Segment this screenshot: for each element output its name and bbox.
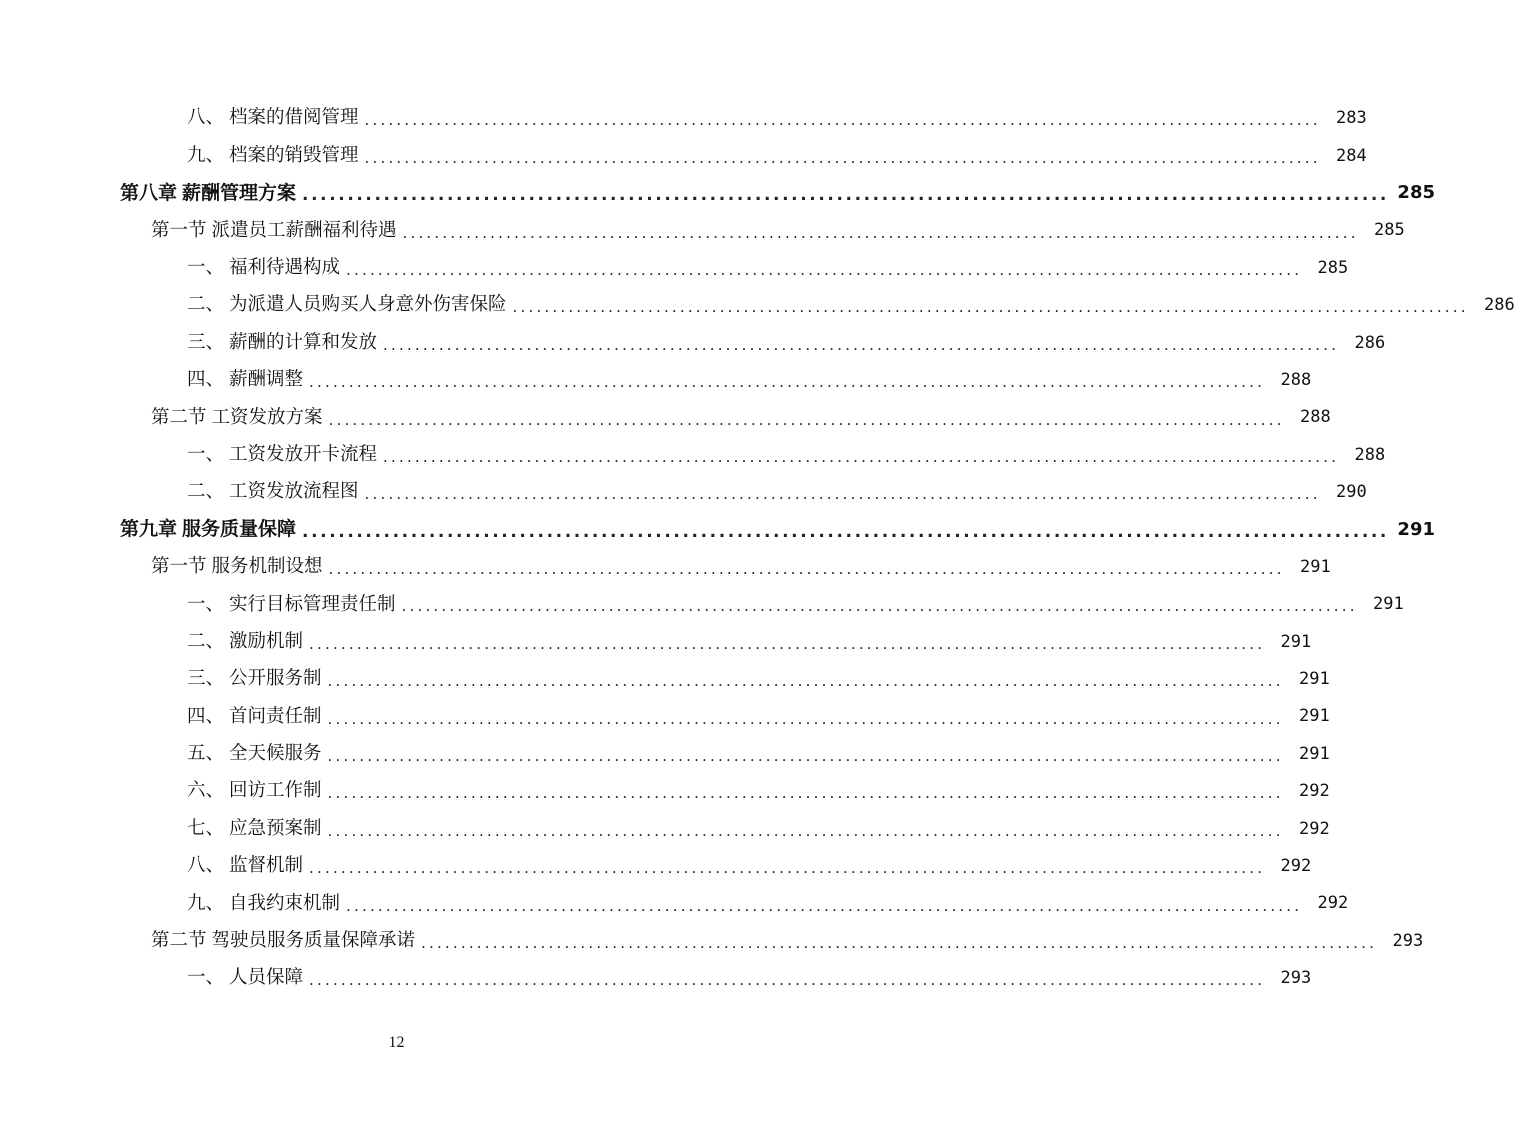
toc-entry-page: 293 bbox=[1392, 930, 1424, 951]
toc-entry-number: 四 bbox=[187, 369, 206, 391]
toc-entry-title: 档案的销毁管理 bbox=[229, 144, 359, 166]
toc-entry-number: 九 bbox=[187, 144, 206, 166]
toc-entry-title: 档案的借阅管理 bbox=[229, 107, 359, 129]
toc-dot-leader: ........................................................................................................................ bbox=[421, 933, 1378, 952]
toc-entry-number: 第九章 bbox=[120, 518, 178, 541]
toc-entry-page: 291 bbox=[1299, 706, 1330, 727]
toc-dot-leader: ........................................................................................................................ bbox=[327, 821, 1284, 840]
toc-dot-leader: ........................................................................................................................ bbox=[327, 709, 1284, 728]
toc-chapter-entry[interactable] bbox=[0, 511, 1435, 548]
toc-entry-number: 二 bbox=[187, 294, 206, 316]
toc-dot-leader: ........................................................................................................................ bbox=[309, 634, 1266, 653]
toc-dot-leader: ........................................................................................................................ bbox=[309, 859, 1266, 878]
toc-entry-number: 二 bbox=[187, 630, 206, 652]
toc-entry-title: 服务机制设想 bbox=[211, 556, 323, 578]
toc-entry-page: 288 bbox=[1299, 407, 1331, 428]
toc-entry-separator: 、 bbox=[205, 668, 225, 690]
toc-entry-separator: 、 bbox=[205, 369, 225, 391]
toc-subsection-entry[interactable] bbox=[0, 773, 1330, 810]
toc-entry-title: 为派遣人员购买人身意外伤害保险 bbox=[229, 294, 507, 316]
toc-subsection-entry[interactable] bbox=[0, 474, 1367, 511]
toc-entry-number: 五 bbox=[187, 743, 206, 765]
toc-chapter-entry[interactable] bbox=[0, 175, 1435, 212]
toc-subsection-entry[interactable] bbox=[0, 137, 1367, 174]
toc-entry-title: 派遣员工薪酬福利待遇 bbox=[211, 219, 397, 241]
toc-subsection-entry[interactable] bbox=[0, 810, 1330, 847]
toc-dot-leader: ........................................................................................................................ bbox=[327, 784, 1284, 803]
toc-entry-title: 服务质量保障 bbox=[182, 518, 297, 541]
toc-section-entry[interactable] bbox=[0, 923, 1424, 960]
toc-subsection-entry[interactable] bbox=[0, 623, 1312, 660]
toc-dot-leader: ........................................................................................................................ bbox=[364, 111, 1321, 130]
toc-subsection-entry[interactable] bbox=[0, 437, 1386, 474]
toc-entry-title: 激励机制 bbox=[229, 630, 304, 652]
toc-entry-separator: 、 bbox=[205, 144, 225, 166]
toc-entry-separator: 、 bbox=[205, 257, 225, 278]
toc-entry-title: 回访工作制 bbox=[229, 780, 322, 802]
toc-entry-number: 八 bbox=[187, 107, 206, 129]
toc-entry-number: 第八章 bbox=[120, 181, 178, 204]
toc-entry-title: 工资发放开卡流程 bbox=[229, 443, 378, 465]
toc-dot-leader: ........................................................................................................................ bbox=[512, 298, 1469, 317]
toc-section-entry[interactable] bbox=[0, 549, 1331, 586]
toc-entry-title: 福利待遇构成 bbox=[229, 257, 341, 278]
toc-entry-number: 八 bbox=[187, 855, 206, 877]
toc-entry-number: 一 bbox=[187, 967, 206, 989]
toc-entry-page: 293 bbox=[1280, 968, 1312, 989]
toc-entry-number: 三 bbox=[187, 331, 206, 353]
toc-entry-number: 一 bbox=[187, 593, 206, 615]
toc-subsection-entry[interactable] bbox=[0, 250, 1349, 287]
toc-entry-number: 第一节 bbox=[151, 556, 207, 578]
toc-dot-leader: ........................................................................................................................ bbox=[302, 521, 1389, 542]
toc-entry-number: 九 bbox=[187, 892, 206, 914]
toc-entry-page: 285 bbox=[1397, 182, 1435, 204]
toc-dot-leader: ........................................................................................................................ bbox=[364, 148, 1321, 167]
toc-dot-leader: ........................................................................................................................ bbox=[328, 560, 1285, 579]
toc-entry-page: 291 bbox=[1299, 743, 1330, 764]
toc-entry-title: 薪酬的计算和发放 bbox=[229, 331, 378, 353]
toc-entry-page: 291 bbox=[1397, 518, 1435, 540]
toc-entry-page: 285 bbox=[1317, 257, 1349, 278]
toc-dot-leader: ........................................................................................................................ bbox=[328, 410, 1285, 429]
toc-entry-page: 292 bbox=[1299, 818, 1330, 839]
page-number: 12 bbox=[388, 1034, 405, 1051]
toc-dot-leader: ........................................................................................................................ bbox=[364, 485, 1321, 504]
toc-subsection-entry[interactable] bbox=[0, 362, 1312, 399]
toc-entry-page: 288 bbox=[1354, 444, 1386, 465]
toc-entry-page: 292 bbox=[1280, 856, 1312, 876]
toc-entry-page: 286 bbox=[1484, 295, 1515, 316]
toc-entry-page: 288 bbox=[1280, 369, 1312, 390]
toc-dot-leader: ........................................................................................................................ bbox=[327, 747, 1284, 766]
toc-subsection-entry[interactable] bbox=[0, 698, 1330, 735]
toc-entry-number: 一 bbox=[187, 257, 206, 278]
toc-entry-number: 一 bbox=[187, 443, 206, 465]
toc-dot-leader: ........................................................................................................................ bbox=[309, 373, 1266, 392]
toc-entry-separator: 、 bbox=[205, 705, 225, 727]
toc-entry-separator: 、 bbox=[205, 107, 225, 129]
toc-subsection-entry[interactable] bbox=[0, 848, 1312, 885]
toc-entry-page: 291 bbox=[1373, 594, 1404, 615]
toc-entry-title: 驾驶员服务质量保障承诺 bbox=[211, 930, 416, 952]
toc-entry-separator: 、 bbox=[205, 443, 225, 465]
toc-entry-number: 七 bbox=[187, 817, 206, 839]
toc-dot-leader: ........................................................................................................................ bbox=[346, 896, 1303, 915]
toc-entry-page: 283 bbox=[1336, 108, 1367, 129]
toc-entry-title: 公开服务制 bbox=[229, 668, 322, 690]
toc-entry-number: 第一节 bbox=[151, 219, 207, 241]
toc-entry-number: 六 bbox=[187, 780, 206, 802]
toc-subsection-entry[interactable] bbox=[0, 736, 1330, 773]
toc-entry-separator: 、 bbox=[205, 855, 225, 877]
toc-entry-title: 薪酬管理方案 bbox=[182, 181, 297, 204]
toc-entry-separator: 、 bbox=[205, 743, 225, 765]
toc-entry-page: 291 bbox=[1280, 631, 1312, 652]
toc-entry-separator: 、 bbox=[205, 481, 225, 503]
toc-dot-leader: ........................................................................................................................ bbox=[309, 971, 1266, 990]
toc-subsection-entry[interactable] bbox=[0, 960, 1312, 997]
toc-subsection-entry[interactable] bbox=[0, 661, 1330, 698]
toc-entry-page: 291 bbox=[1299, 556, 1331, 577]
toc-dot-leader: ........................................................................................................................ bbox=[383, 335, 1340, 354]
toc-entry-page: 292 bbox=[1299, 781, 1330, 802]
toc-entry-page: 285 bbox=[1373, 220, 1405, 241]
toc-entry-separator: 、 bbox=[205, 817, 225, 839]
toc-entry-title: 全天候服务 bbox=[229, 743, 322, 765]
toc-subsection-entry[interactable] bbox=[0, 324, 1386, 361]
toc-entry-number: 三 bbox=[187, 668, 206, 690]
toc-entry-title: 人员保障 bbox=[229, 967, 304, 989]
toc-entry-title: 工资发放流程图 bbox=[229, 481, 359, 503]
toc-entry-number: 二 bbox=[187, 481, 206, 503]
toc-entry-page: 286 bbox=[1354, 332, 1386, 353]
toc-subsection-entry[interactable] bbox=[0, 586, 1404, 623]
toc-entry-page: 284 bbox=[1336, 145, 1367, 166]
table-of-contents bbox=[0, 100, 1515, 997]
toc-entry-title: 薪酬调整 bbox=[229, 369, 304, 391]
toc-entry-page: 290 bbox=[1336, 482, 1367, 503]
toc-entry-title: 监督机制 bbox=[229, 855, 304, 877]
toc-dot-leader: ........................................................................................................................ bbox=[302, 185, 1389, 206]
toc-entry-separator: 、 bbox=[205, 780, 225, 802]
toc-entry-separator: 、 bbox=[205, 892, 225, 914]
toc-entry-number: 第二节 bbox=[151, 930, 207, 952]
toc-entry-separator: 、 bbox=[205, 630, 225, 652]
toc-entry-separator: 、 bbox=[205, 331, 225, 353]
toc-entry-number: 四 bbox=[187, 705, 206, 727]
toc-entry-title: 自我约束机制 bbox=[229, 892, 341, 914]
toc-entry-title: 实行目标管理责任制 bbox=[229, 593, 396, 615]
toc-entry-title: 首问责任制 bbox=[229, 705, 322, 727]
toc-entry-separator: 、 bbox=[205, 967, 225, 989]
toc-dot-leader: ........................................................................................................................ bbox=[401, 597, 1358, 616]
toc-subsection-entry[interactable] bbox=[0, 287, 1515, 324]
toc-entry-page: 292 bbox=[1317, 893, 1349, 914]
toc-dot-leader: ........................................................................................................................ bbox=[327, 672, 1284, 691]
toc-dot-leader: ........................................................................................................................ bbox=[346, 260, 1303, 279]
toc-dot-leader: ........................................................................................................................ bbox=[402, 223, 1359, 242]
toc-dot-leader: ........................................................................................................................ bbox=[383, 447, 1340, 466]
toc-entry-title: 工资发放方案 bbox=[211, 406, 323, 428]
toc-entry-separator: 、 bbox=[205, 294, 225, 316]
toc-entry-separator: 、 bbox=[205, 593, 225, 615]
toc-subsection-entry[interactable] bbox=[0, 885, 1349, 922]
toc-subsection-entry[interactable] bbox=[0, 100, 1367, 137]
toc-entry-page: 291 bbox=[1299, 669, 1330, 690]
toc-entry-number: 第二节 bbox=[151, 406, 207, 428]
toc-section-entry[interactable] bbox=[0, 399, 1331, 436]
toc-entry-title: 应急预案制 bbox=[229, 817, 322, 839]
toc-section-entry[interactable] bbox=[0, 212, 1405, 249]
